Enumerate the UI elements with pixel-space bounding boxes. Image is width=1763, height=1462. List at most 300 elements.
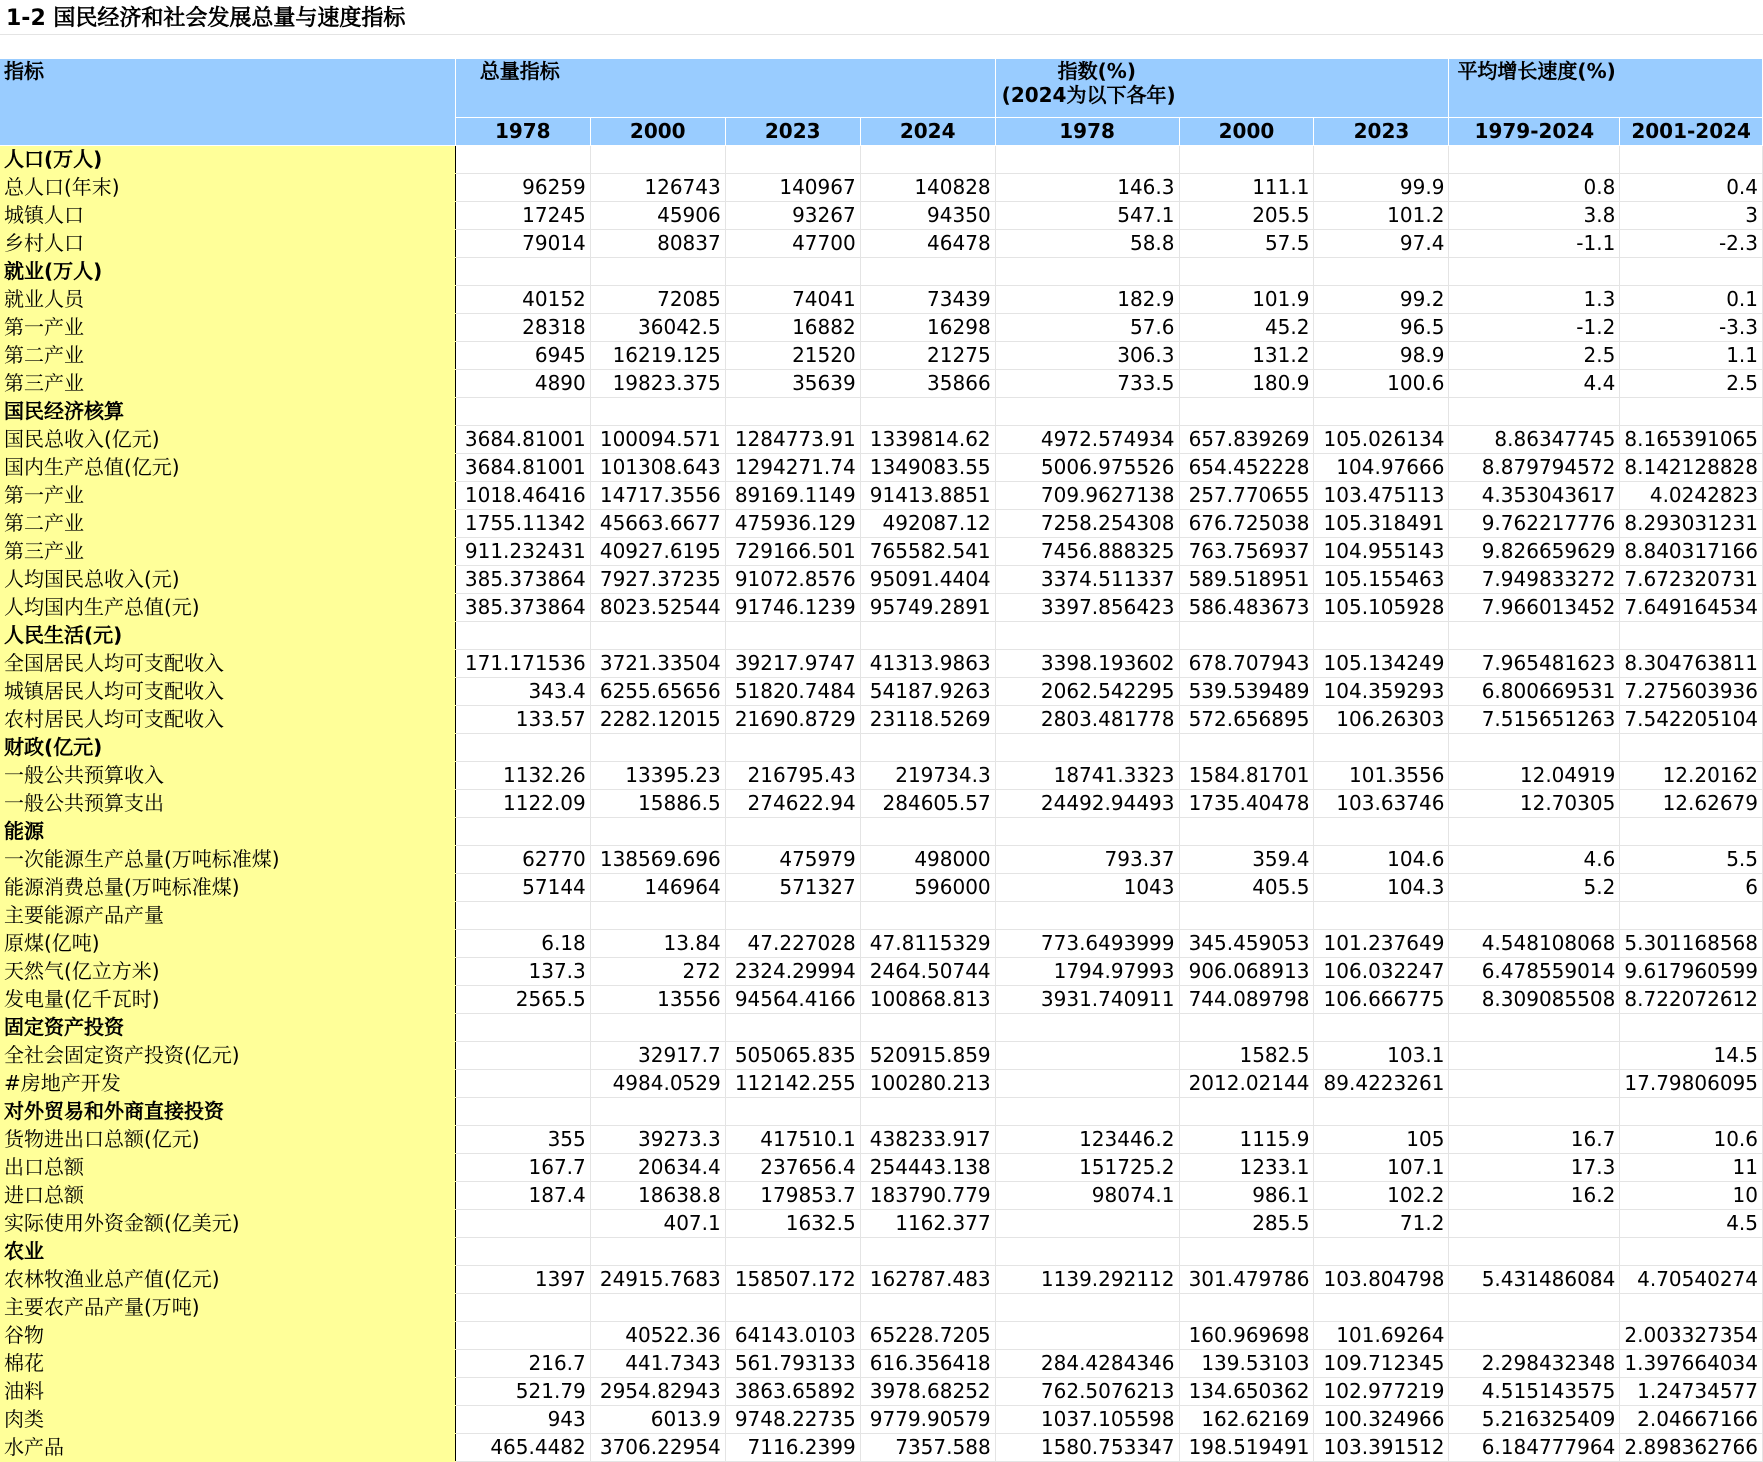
cell-total-2024[interactable]: 95091.4404 xyxy=(860,565,995,593)
cell-total-2000[interactable]: 80837 xyxy=(590,229,725,257)
cell-growth-1979-2024[interactable] xyxy=(1449,1013,1620,1041)
cell-total-1978[interactable] xyxy=(455,1293,590,1321)
cell-index-2023[interactable] xyxy=(1314,397,1449,425)
cell-growth-2001-2024[interactable]: 2.04667166 xyxy=(1620,1405,1763,1433)
section-label[interactable]: 能源 xyxy=(0,817,455,845)
cell-index-2000[interactable]: 1584.81701 xyxy=(1179,761,1314,789)
cell-index-1978[interactable]: 18741.3323 xyxy=(995,761,1179,789)
cell-growth-2001-2024[interactable]: 0.1 xyxy=(1620,285,1763,313)
cell-index-2000[interactable]: 1233.1 xyxy=(1179,1153,1314,1181)
cell-total-2024[interactable]: 596000 xyxy=(860,873,995,901)
cell-total-2024[interactable]: 1339814.62 xyxy=(860,425,995,453)
cell-total-2000[interactable]: 16219.125 xyxy=(590,341,725,369)
cell-index-2000[interactable]: 57.5 xyxy=(1179,229,1314,257)
header-year-total-2000[interactable]: 2000 xyxy=(590,117,725,145)
cell-index-1978[interactable]: 151725.2 xyxy=(995,1153,1179,1181)
cell-index-2023[interactable]: 101.69264 xyxy=(1314,1321,1449,1349)
cell-total-2023[interactable]: 179853.7 xyxy=(725,1181,860,1209)
cell-growth-2001-2024[interactable]: 6 xyxy=(1620,873,1763,901)
cell-index-1978[interactable]: 58.8 xyxy=(995,229,1179,257)
cell-growth-2001-2024[interactable] xyxy=(1620,901,1763,929)
cell-growth-1979-2024[interactable] xyxy=(1449,901,1620,929)
cell-index-2000[interactable]: 111.1 xyxy=(1179,173,1314,201)
cell-total-1978[interactable]: 40152 xyxy=(455,285,590,313)
cell-growth-1979-2024[interactable]: 12.04919 xyxy=(1449,761,1620,789)
cell-total-2023[interactable] xyxy=(725,1237,860,1265)
cell-growth-1979-2024[interactable]: 3.8 xyxy=(1449,201,1620,229)
cell-total-2000[interactable]: 72085 xyxy=(590,285,725,313)
cell-total-2000[interactable] xyxy=(590,1013,725,1041)
cell-total-2023[interactable]: 1632.5 xyxy=(725,1209,860,1237)
cell-growth-1979-2024[interactable] xyxy=(1449,1069,1620,1097)
cell-index-2000[interactable]: 180.9 xyxy=(1179,369,1314,397)
cell-growth-2001-2024[interactable]: 2.003327354 xyxy=(1620,1321,1763,1349)
cell-growth-2001-2024[interactable] xyxy=(1620,1237,1763,1265)
cell-index-2023[interactable] xyxy=(1314,1097,1449,1125)
row-label[interactable]: 第一产业 xyxy=(0,481,455,509)
cell-index-1978[interactable] xyxy=(995,621,1179,649)
cell-index-2023[interactable]: 101.2 xyxy=(1314,201,1449,229)
cell-index-1978[interactable]: 4972.574934 xyxy=(995,425,1179,453)
cell-index-1978[interactable]: 146.3 xyxy=(995,173,1179,201)
cell-growth-1979-2024[interactable] xyxy=(1449,1097,1620,1125)
cell-index-2000[interactable]: 405.5 xyxy=(1179,873,1314,901)
row-label[interactable]: 第二产业 xyxy=(0,341,455,369)
cell-total-2000[interactable]: 45663.6677 xyxy=(590,509,725,537)
cell-growth-2001-2024[interactable]: 10.6 xyxy=(1620,1125,1763,1153)
cell-index-2023[interactable]: 104.97666 xyxy=(1314,453,1449,481)
cell-total-1978[interactable]: 216.7 xyxy=(455,1349,590,1377)
cell-total-2024[interactable]: 183790.779 xyxy=(860,1181,995,1209)
row-label[interactable]: 棉花 xyxy=(0,1349,455,1377)
cell-total-2023[interactable]: 91746.1239 xyxy=(725,593,860,621)
cell-growth-1979-2024[interactable] xyxy=(1449,397,1620,425)
row-label[interactable]: 谷物 xyxy=(0,1321,455,1349)
cell-growth-1979-2024[interactable] xyxy=(1449,257,1620,285)
cell-index-2023[interactable]: 97.4 xyxy=(1314,229,1449,257)
cell-index-2000[interactable]: 301.479786 xyxy=(1179,1265,1314,1293)
cell-total-1978[interactable] xyxy=(455,1097,590,1125)
cell-index-1978[interactable]: 773.6493999 xyxy=(995,929,1179,957)
cell-growth-1979-2024[interactable]: 7.965481623 xyxy=(1449,649,1620,677)
cell-total-2023[interactable] xyxy=(725,621,860,649)
cell-total-1978[interactable]: 96259 xyxy=(455,173,590,201)
cell-index-2000[interactable] xyxy=(1179,145,1314,173)
cell-total-2023[interactable]: 94564.4166 xyxy=(725,985,860,1013)
cell-total-2024[interactable]: 492087.12 xyxy=(860,509,995,537)
cell-total-1978[interactable]: 1397 xyxy=(455,1265,590,1293)
row-label[interactable]: 主要农产品产量(万吨) xyxy=(0,1293,455,1321)
cell-total-2023[interactable]: 93267 xyxy=(725,201,860,229)
header-year-total-2024[interactable]: 2024 xyxy=(860,117,995,145)
cell-index-2000[interactable]: 285.5 xyxy=(1179,1209,1314,1237)
cell-total-1978[interactable]: 57144 xyxy=(455,873,590,901)
cell-growth-1979-2024[interactable]: 4.515143575 xyxy=(1449,1377,1620,1405)
cell-growth-2001-2024[interactable] xyxy=(1620,733,1763,761)
cell-total-1978[interactable]: 385.373864 xyxy=(455,593,590,621)
cell-growth-1979-2024[interactable]: 0.8 xyxy=(1449,173,1620,201)
cell-index-2000[interactable]: 1735.40478 xyxy=(1179,789,1314,817)
cell-index-2023[interactable] xyxy=(1314,817,1449,845)
cell-total-2023[interactable] xyxy=(725,1013,860,1041)
section-label[interactable]: 固定资产投资 xyxy=(0,1013,455,1041)
cell-index-2000[interactable] xyxy=(1179,901,1314,929)
row-label[interactable]: 肉类 xyxy=(0,1405,455,1433)
cell-index-1978[interactable]: 3397.856423 xyxy=(995,593,1179,621)
cell-index-1978[interactable]: 1037.105598 xyxy=(995,1405,1179,1433)
row-label[interactable]: 主要能源产品产量 xyxy=(0,901,455,929)
header-period-1979-2024[interactable]: 1979-2024 xyxy=(1449,117,1620,145)
section-label[interactable]: 农业 xyxy=(0,1237,455,1265)
cell-index-1978[interactable] xyxy=(995,733,1179,761)
cell-index-1978[interactable]: 3398.193602 xyxy=(995,649,1179,677)
cell-total-1978[interactable]: 343.4 xyxy=(455,677,590,705)
cell-index-1978[interactable] xyxy=(995,1069,1179,1097)
cell-total-1978[interactable]: 6.18 xyxy=(455,929,590,957)
cell-total-2024[interactable]: 46478 xyxy=(860,229,995,257)
cell-total-2000[interactable]: 20634.4 xyxy=(590,1153,725,1181)
cell-total-1978[interactable] xyxy=(455,733,590,761)
cell-index-2023[interactable] xyxy=(1314,1237,1449,1265)
row-label[interactable]: 城镇居民人均可支配收入 xyxy=(0,677,455,705)
cell-total-2023[interactable]: 1284773.91 xyxy=(725,425,860,453)
cell-total-2023[interactable]: 39217.9747 xyxy=(725,649,860,677)
cell-growth-1979-2024[interactable]: 6.800669531 xyxy=(1449,677,1620,705)
row-label[interactable]: 第一产业 xyxy=(0,313,455,341)
header-group-index[interactable] xyxy=(995,59,1449,117)
cell-index-2023[interactable] xyxy=(1314,621,1449,649)
cell-total-1978[interactable] xyxy=(455,1321,590,1349)
cell-total-2000[interactable]: 6255.65656 xyxy=(590,677,725,705)
cell-growth-1979-2024[interactable]: 6.478559014 xyxy=(1449,957,1620,985)
cell-index-2000[interactable]: 676.725038 xyxy=(1179,509,1314,537)
cell-total-2024[interactable]: 21275 xyxy=(860,341,995,369)
cell-index-2000[interactable]: 134.650362 xyxy=(1179,1377,1314,1405)
cell-index-2023[interactable]: 100.324966 xyxy=(1314,1405,1449,1433)
cell-index-2000[interactable] xyxy=(1179,1237,1314,1265)
row-label[interactable]: #房地产开发 xyxy=(0,1069,455,1097)
cell-total-2024[interactable] xyxy=(860,1237,995,1265)
cell-total-2023[interactable]: 89169.1149 xyxy=(725,481,860,509)
cell-total-1978[interactable]: 171.171536 xyxy=(455,649,590,677)
row-label[interactable]: 人均国内生产总值(元) xyxy=(0,593,455,621)
cell-total-2024[interactable]: 765582.541 xyxy=(860,537,995,565)
cell-growth-2001-2024[interactable]: 8.142128828 xyxy=(1620,453,1763,481)
cell-index-2000[interactable]: 160.969698 xyxy=(1179,1321,1314,1349)
cell-index-1978[interactable]: 733.5 xyxy=(995,369,1179,397)
cell-index-1978[interactable]: 2062.542295 xyxy=(995,677,1179,705)
cell-growth-1979-2024[interactable]: -1.2 xyxy=(1449,313,1620,341)
row-label[interactable]: 第三产业 xyxy=(0,537,455,565)
cell-index-2000[interactable]: 162.62169 xyxy=(1179,1405,1314,1433)
cell-index-2000[interactable]: 986.1 xyxy=(1179,1181,1314,1209)
cell-total-2024[interactable] xyxy=(860,257,995,285)
cell-index-2000[interactable] xyxy=(1179,621,1314,649)
cell-total-2023[interactable]: 729166.501 xyxy=(725,537,860,565)
cell-total-2023[interactable]: 3863.65892 xyxy=(725,1377,860,1405)
cell-total-1978[interactable] xyxy=(455,145,590,173)
cell-total-2000[interactable] xyxy=(590,257,725,285)
cell-total-1978[interactable] xyxy=(455,621,590,649)
row-label[interactable]: 全社会固定资产投资(亿元) xyxy=(0,1041,455,1069)
cell-growth-1979-2024[interactable]: 8.879794572 xyxy=(1449,453,1620,481)
cell-total-2000[interactable]: 4984.0529 xyxy=(590,1069,725,1097)
cell-growth-2001-2024[interactable]: 7.649164534 xyxy=(1620,593,1763,621)
header-year-index-2000[interactable]: 2000 xyxy=(1179,117,1314,145)
cell-growth-2001-2024[interactable]: 1.1 xyxy=(1620,341,1763,369)
cell-total-2000[interactable]: 138569.696 xyxy=(590,845,725,873)
cell-total-2023[interactable]: 91072.8576 xyxy=(725,565,860,593)
cell-total-2023[interactable]: 2324.29994 xyxy=(725,957,860,985)
cell-index-2023[interactable]: 105.318491 xyxy=(1314,509,1449,537)
cell-total-2023[interactable]: 7116.2399 xyxy=(725,1433,860,1461)
cell-total-2023[interactable]: 21690.8729 xyxy=(725,705,860,733)
cell-growth-1979-2024[interactable]: 4.548108068 xyxy=(1449,929,1620,957)
cell-total-2024[interactable]: 498000 xyxy=(860,845,995,873)
cell-total-2000[interactable]: 100094.571 xyxy=(590,425,725,453)
row-label[interactable]: 进口总额 xyxy=(0,1181,455,1209)
cell-total-2023[interactable] xyxy=(725,397,860,425)
cell-growth-1979-2024[interactable]: 4.6 xyxy=(1449,845,1620,873)
row-label[interactable]: 油料 xyxy=(0,1377,455,1405)
row-label[interactable]: 乡村人口 xyxy=(0,229,455,257)
cell-index-2023[interactable]: 105.105928 xyxy=(1314,593,1449,621)
cell-growth-1979-2024[interactable]: 5.216325409 xyxy=(1449,1405,1620,1433)
cell-total-2023[interactable]: 21520 xyxy=(725,341,860,369)
cell-total-1978[interactable]: 137.3 xyxy=(455,957,590,985)
cell-index-1978[interactable]: 24492.94493 xyxy=(995,789,1179,817)
cell-total-1978[interactable]: 1132.26 xyxy=(455,761,590,789)
cell-total-2000[interactable] xyxy=(590,901,725,929)
cell-total-2023[interactable]: 1294271.74 xyxy=(725,453,860,481)
cell-growth-1979-2024[interactable]: 7.966013452 xyxy=(1449,593,1620,621)
cell-growth-1979-2024[interactable]: 7.949833272 xyxy=(1449,565,1620,593)
cell-growth-1979-2024[interactable]: 9.762217776 xyxy=(1449,509,1620,537)
cell-growth-2001-2024[interactable]: 4.0242823 xyxy=(1620,481,1763,509)
cell-total-2023[interactable] xyxy=(725,257,860,285)
cell-index-2023[interactable]: 106.032247 xyxy=(1314,957,1449,985)
cell-index-1978[interactable] xyxy=(995,901,1179,929)
section-label[interactable]: 对外贸易和外商直接投资 xyxy=(0,1097,455,1125)
cell-index-2023[interactable]: 71.2 xyxy=(1314,1209,1449,1237)
cell-total-2000[interactable]: 13556 xyxy=(590,985,725,1013)
header-group-growth[interactable]: 平均增长速度(%) xyxy=(1449,59,1763,117)
cell-index-2000[interactable]: 45.2 xyxy=(1179,313,1314,341)
cell-total-2000[interactable]: 2282.12015 xyxy=(590,705,725,733)
cell-total-2024[interactable]: 65228.7205 xyxy=(860,1321,995,1349)
cell-index-2023[interactable] xyxy=(1314,1293,1449,1321)
cell-index-1978[interactable] xyxy=(995,145,1179,173)
cell-growth-2001-2024[interactable]: -3.3 xyxy=(1620,313,1763,341)
cell-total-2024[interactable] xyxy=(860,817,995,845)
cell-total-2023[interactable]: 158507.172 xyxy=(725,1265,860,1293)
cell-total-1978[interactable]: 167.7 xyxy=(455,1153,590,1181)
cell-total-1978[interactable]: 133.57 xyxy=(455,705,590,733)
cell-index-1978[interactable]: 1043 xyxy=(995,873,1179,901)
cell-total-1978[interactable]: 911.232431 xyxy=(455,537,590,565)
row-label[interactable]: 农村居民人均可支配收入 xyxy=(0,705,455,733)
header-year-total-1978[interactable]: 1978 xyxy=(455,117,590,145)
cell-index-1978[interactable]: 3374.511337 xyxy=(995,565,1179,593)
cell-index-2023[interactable]: 99.2 xyxy=(1314,285,1449,313)
section-label[interactable]: 就业(万人) xyxy=(0,257,455,285)
cell-total-2000[interactable]: 15886.5 xyxy=(590,789,725,817)
row-label[interactable]: 第二产业 xyxy=(0,509,455,537)
cell-index-2023[interactable] xyxy=(1314,145,1449,173)
cell-index-1978[interactable] xyxy=(995,1293,1179,1321)
cell-index-2023[interactable] xyxy=(1314,1013,1449,1041)
cell-growth-2001-2024[interactable] xyxy=(1620,397,1763,425)
cell-index-2023[interactable]: 107.1 xyxy=(1314,1153,1449,1181)
cell-total-2000[interactable]: 18638.8 xyxy=(590,1181,725,1209)
cell-index-2000[interactable] xyxy=(1179,397,1314,425)
cell-growth-1979-2024[interactable]: 2.298432348 xyxy=(1449,1349,1620,1377)
cell-growth-2001-2024[interactable] xyxy=(1620,1293,1763,1321)
row-label[interactable]: 出口总额 xyxy=(0,1153,455,1181)
cell-total-2024[interactable] xyxy=(860,397,995,425)
cell-growth-1979-2024[interactable]: 2.5 xyxy=(1449,341,1620,369)
cell-growth-2001-2024[interactable]: 0.4 xyxy=(1620,173,1763,201)
cell-total-1978[interactable]: 17245 xyxy=(455,201,590,229)
cell-index-2023[interactable]: 89.4223261 xyxy=(1314,1069,1449,1097)
cell-total-1978[interactable] xyxy=(455,1069,590,1097)
cell-total-2000[interactable] xyxy=(590,817,725,845)
cell-growth-2001-2024[interactable]: 12.20162 xyxy=(1620,761,1763,789)
header-year-index-2023[interactable]: 2023 xyxy=(1314,117,1449,145)
cell-growth-2001-2024[interactable]: -2.3 xyxy=(1620,229,1763,257)
cell-growth-1979-2024[interactable] xyxy=(1449,817,1620,845)
cell-index-1978[interactable]: 5006.975526 xyxy=(995,453,1179,481)
cell-index-2023[interactable]: 105.026134 xyxy=(1314,425,1449,453)
cell-total-1978[interactable]: 1018.46416 xyxy=(455,481,590,509)
cell-total-2024[interactable]: 3978.68252 xyxy=(860,1377,995,1405)
cell-growth-1979-2024[interactable]: 17.3 xyxy=(1449,1153,1620,1181)
cell-index-2023[interactable]: 101.237649 xyxy=(1314,929,1449,957)
cell-index-1978[interactable]: 284.4284346 xyxy=(995,1349,1179,1377)
cell-index-2023[interactable]: 109.712345 xyxy=(1314,1349,1449,1377)
cell-total-2000[interactable]: 40927.6195 xyxy=(590,537,725,565)
cell-index-2000[interactable]: 744.089798 xyxy=(1179,985,1314,1013)
cell-total-2024[interactable]: 23118.5269 xyxy=(860,705,995,733)
cell-index-2000[interactable]: 906.068913 xyxy=(1179,957,1314,985)
cell-total-1978[interactable]: 79014 xyxy=(455,229,590,257)
cell-index-1978[interactable]: 1580.753347 xyxy=(995,1433,1179,1461)
cell-total-2023[interactable]: 571327 xyxy=(725,873,860,901)
cell-index-2000[interactable] xyxy=(1179,817,1314,845)
cell-total-2000[interactable] xyxy=(590,733,725,761)
cell-total-2023[interactable]: 9748.22735 xyxy=(725,1405,860,1433)
cell-growth-2001-2024[interactable]: 8.293031231 xyxy=(1620,509,1763,537)
cell-growth-1979-2024[interactable] xyxy=(1449,621,1620,649)
row-label[interactable]: 天然气(亿立方米) xyxy=(0,957,455,985)
row-label[interactable]: 能源消费总量(万吨标准煤) xyxy=(0,873,455,901)
cell-total-1978[interactable]: 3684.81001 xyxy=(455,453,590,481)
cell-total-1978[interactable]: 187.4 xyxy=(455,1181,590,1209)
cell-index-2023[interactable]: 105 xyxy=(1314,1125,1449,1153)
cell-total-2000[interactable]: 441.7343 xyxy=(590,1349,725,1377)
cell-total-2023[interactable]: 74041 xyxy=(725,285,860,313)
cell-total-2024[interactable] xyxy=(860,145,995,173)
cell-total-1978[interactable]: 2565.5 xyxy=(455,985,590,1013)
row-label[interactable]: 就业人员 xyxy=(0,285,455,313)
cell-total-2023[interactable]: 505065.835 xyxy=(725,1041,860,1069)
cell-growth-2001-2024[interactable] xyxy=(1620,621,1763,649)
cell-total-2000[interactable]: 146964 xyxy=(590,873,725,901)
cell-growth-1979-2024[interactable] xyxy=(1449,733,1620,761)
cell-growth-2001-2024[interactable]: 8.840317166 xyxy=(1620,537,1763,565)
cell-total-2023[interactable] xyxy=(725,901,860,929)
cell-total-1978[interactable]: 1755.11342 xyxy=(455,509,590,537)
cell-index-2000[interactable]: 1115.9 xyxy=(1179,1125,1314,1153)
cell-total-2023[interactable]: 216795.43 xyxy=(725,761,860,789)
cell-total-2023[interactable]: 64143.0103 xyxy=(725,1321,860,1349)
cell-total-2023[interactable] xyxy=(725,733,860,761)
cell-total-1978[interactable] xyxy=(455,1041,590,1069)
cell-index-2023[interactable]: 99.9 xyxy=(1314,173,1449,201)
cell-total-2000[interactable] xyxy=(590,397,725,425)
cell-growth-1979-2024[interactable]: 4.4 xyxy=(1449,369,1620,397)
cell-index-1978[interactable]: 7258.254308 xyxy=(995,509,1179,537)
cell-index-2000[interactable]: 763.756937 xyxy=(1179,537,1314,565)
cell-growth-1979-2024[interactable] xyxy=(1449,1209,1620,1237)
cell-total-2000[interactable]: 36042.5 xyxy=(590,313,725,341)
row-label[interactable]: 总人口(年末) xyxy=(0,173,455,201)
cell-index-1978[interactable]: 306.3 xyxy=(995,341,1179,369)
cell-index-2000[interactable]: 198.519491 xyxy=(1179,1433,1314,1461)
cell-total-2024[interactable]: 91413.8851 xyxy=(860,481,995,509)
cell-index-2000[interactable] xyxy=(1179,1097,1314,1125)
cell-index-2023[interactable]: 103.804798 xyxy=(1314,1265,1449,1293)
row-label[interactable]: 发电量(亿千瓦时) xyxy=(0,985,455,1013)
cell-total-1978[interactable]: 62770 xyxy=(455,845,590,873)
cell-total-2023[interactable]: 274622.94 xyxy=(725,789,860,817)
cell-total-2023[interactable]: 51820.7484 xyxy=(725,677,860,705)
cell-index-2000[interactable]: 359.4 xyxy=(1179,845,1314,873)
cell-total-2023[interactable]: 16882 xyxy=(725,313,860,341)
cell-total-2024[interactable]: 47.8115329 xyxy=(860,929,995,957)
cell-growth-1979-2024[interactable]: 8.309085508 xyxy=(1449,985,1620,1013)
row-label[interactable]: 原煤(亿吨) xyxy=(0,929,455,957)
cell-growth-1979-2024[interactable]: 16.2 xyxy=(1449,1181,1620,1209)
cell-total-2023[interactable] xyxy=(725,1293,860,1321)
cell-total-1978[interactable] xyxy=(455,901,590,929)
cell-total-2000[interactable] xyxy=(590,1293,725,1321)
cell-growth-1979-2024[interactable]: 1.3 xyxy=(1449,285,1620,313)
cell-total-2024[interactable]: 41313.9863 xyxy=(860,649,995,677)
cell-total-2024[interactable]: 219734.3 xyxy=(860,761,995,789)
cell-total-2000[interactable]: 3721.33504 xyxy=(590,649,725,677)
header-group-total[interactable]: 总量指标 xyxy=(455,59,995,117)
cell-index-2023[interactable]: 104.955143 xyxy=(1314,537,1449,565)
cell-total-2000[interactable]: 101308.643 xyxy=(590,453,725,481)
cell-index-1978[interactable]: 2803.481778 xyxy=(995,705,1179,733)
cell-total-2000[interactable] xyxy=(590,621,725,649)
cell-total-2000[interactable]: 272 xyxy=(590,957,725,985)
cell-total-2024[interactable]: 16298 xyxy=(860,313,995,341)
cell-index-2000[interactable]: 257.770655 xyxy=(1179,481,1314,509)
cell-growth-2001-2024[interactable]: 5.301168568 xyxy=(1620,929,1763,957)
cell-total-2024[interactable]: 95749.2891 xyxy=(860,593,995,621)
cell-total-2000[interactable]: 39273.3 xyxy=(590,1125,725,1153)
cell-growth-2001-2024[interactable] xyxy=(1620,1097,1763,1125)
cell-total-2000[interactable]: 40522.36 xyxy=(590,1321,725,1349)
cell-growth-2001-2024[interactable]: 8.304763811 xyxy=(1620,649,1763,677)
cell-index-2023[interactable]: 106.26303 xyxy=(1314,705,1449,733)
cell-growth-2001-2024[interactable]: 4.5 xyxy=(1620,1209,1763,1237)
cell-growth-2001-2024[interactable]: 1.24734577 xyxy=(1620,1377,1763,1405)
cell-growth-2001-2024[interactable]: 1.397664034 xyxy=(1620,1349,1763,1377)
cell-growth-2001-2024[interactable]: 4.70540274 xyxy=(1620,1265,1763,1293)
